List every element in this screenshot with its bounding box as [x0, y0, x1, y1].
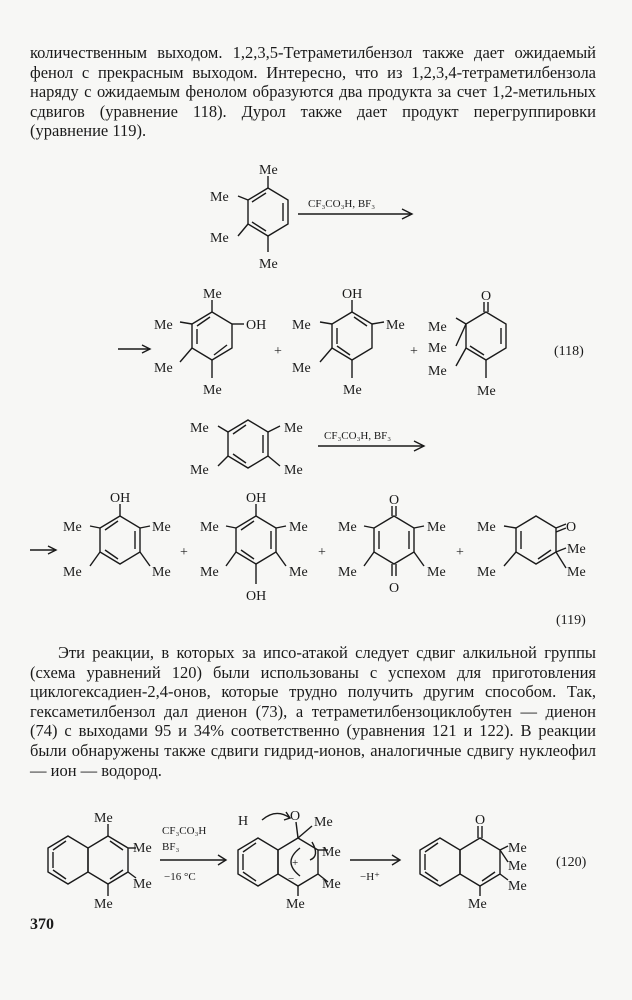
methyl-label: Me [133, 841, 152, 856]
reaction-arrow-119 [318, 430, 424, 451]
methyl-label: Me [210, 231, 229, 246]
product-dienone-119 [477, 516, 586, 580]
methyl-label: Me [152, 565, 171, 580]
deprotonation-label: −H⁺ [360, 871, 380, 883]
reactant-1234-tetramethylbenzene [210, 163, 288, 272]
methyl-label: Me [289, 565, 308, 580]
methyl-label: Me [477, 565, 496, 580]
methyl-label: Me [259, 257, 278, 272]
reagent-label: BF₃ [162, 841, 180, 853]
methyl-label: Me [343, 383, 362, 398]
methyl-label: Me [468, 897, 487, 912]
plus-sign: + [274, 344, 282, 359]
hydroxyl-label: OH [246, 491, 267, 506]
methyl-label: Me [314, 815, 333, 830]
equation-number: (118) [554, 344, 584, 359]
oxygen-label: O [475, 813, 486, 828]
methyl-label: Me [289, 520, 308, 535]
methyl-label: Me [428, 320, 447, 335]
equation-number: (119) [556, 613, 586, 628]
methyl-label: Me [428, 341, 447, 356]
hydroxyl-label: OH [342, 287, 363, 302]
reaction-arrow-120b [350, 855, 400, 883]
methyl-label: Me [154, 318, 173, 333]
methyl-label: Me [190, 463, 209, 478]
paragraph-intro: количественным выходом. 1,2,3,5-Тетраметилбензол также дает ожидаемый фенол с прекрасным выходом. Интересно, что из 1,2,3,4-тетраметилбензола наряду с ожидаемым фенолом образуются два продукта за счет 1,2-метильных сдвигов (уравнение 118). Дурол также дает продукт перегруппировки (уравнение 119). [30, 43, 596, 141]
reagent-label: CF₃CO₃H, BF₃ [308, 198, 376, 210]
plus-sign: + [180, 545, 188, 560]
product-hydroquinone [200, 491, 308, 604]
oxygen-label: O [389, 493, 400, 508]
methyl-label: Me [508, 879, 527, 894]
methyl-label: Me [427, 565, 446, 580]
plus-sign: + [410, 344, 418, 359]
methyl-label: Me [567, 565, 586, 580]
methyl-label: Me [190, 421, 209, 436]
methyl-label: Me [284, 421, 303, 436]
methyl-label: Me [292, 318, 311, 333]
product-duroquinone [338, 493, 446, 596]
methyl-label: Me [203, 383, 222, 398]
methyl-label: Me [133, 877, 152, 892]
intermediate-cation [238, 809, 341, 912]
methyl-label: Me [427, 520, 446, 535]
methyl-label: Me [63, 565, 82, 580]
reaction-arrow-120a [160, 825, 226, 883]
oxygen-label: O [481, 289, 492, 304]
oxygen-label: O [566, 520, 577, 535]
paragraph-ipso-attack: Эти реакции, в которых за ипсо-атакой следует сдвиг алкильной группы (схема уравнений 120) были использованы с успехом для приготовления циклогексадиен-2,4-онов, которые трудно получить другим способом. Так, гексаметилбензол дал диенон (73), а тетраметилбензоциклобутен — диенон (74) с выходами 95 и 34% соответственно (уравнения 121 и 122). В реакции были обнаружены также сдвиги гидрид-ионов, аналогичные сдвигу нуклеофил — ион — водород. [30, 643, 596, 780]
temperature-label: −16 °C [164, 871, 196, 883]
continuation-arrow-119 [30, 546, 56, 554]
methyl-label: Me [259, 163, 278, 178]
methyl-label: Me [386, 318, 405, 333]
methyl-label: Me [322, 845, 341, 860]
product-dienone-118 [428, 289, 506, 399]
hydroxyl-label: OH [246, 318, 267, 333]
methyl-label: Me [94, 811, 113, 826]
methyl-label: Me [94, 897, 113, 912]
reagent-label: CF₃CO₃H [162, 825, 207, 837]
oxygen-label: O [389, 581, 400, 596]
methyl-label: Me [210, 190, 229, 205]
hydroxyl-label: OH [110, 491, 131, 506]
methyl-label: Me [152, 520, 171, 535]
product-naphthalenone [420, 813, 527, 912]
methyl-label: Me [200, 520, 219, 535]
equation-number: (120) [556, 855, 587, 870]
reagent-label: CF₃CO₃H, BF₃ [324, 430, 392, 442]
product-tetramethylphenol [63, 491, 171, 580]
methyl-label: Me [286, 897, 305, 912]
oxygen-label: O [290, 809, 301, 824]
methyl-label: Me [203, 287, 222, 302]
methyl-label: Me [63, 520, 82, 535]
continuation-arrow-118 [118, 345, 150, 353]
methyl-label: Me [508, 841, 527, 856]
reactant-tetramethylnaphthalene [48, 811, 152, 912]
methyl-label: Me [322, 877, 341, 892]
methyl-label: Me [284, 463, 303, 478]
methyl-label: Me [567, 542, 586, 557]
methyl-label: Me [200, 565, 219, 580]
methyl-label: Me [338, 520, 357, 535]
methyl-label: Me [154, 361, 173, 376]
plus-sign: + [318, 545, 326, 560]
methyl-label: Me [508, 859, 527, 874]
reaction-arrow-118 [298, 198, 412, 219]
negative-charge: − [288, 873, 295, 885]
page-number: 370 [30, 916, 54, 933]
hydrogen-label: H [238, 814, 249, 829]
reactant-durene [190, 420, 303, 478]
methyl-label: Me [477, 384, 496, 399]
positive-charge: + [292, 857, 299, 869]
plus-sign: + [456, 545, 464, 560]
methyl-label: Me [338, 565, 357, 580]
hydroxyl-label: OH [246, 589, 267, 604]
methyl-label: Me [292, 361, 311, 376]
product-phenol-1 [154, 287, 266, 398]
methyl-label: Me [428, 364, 447, 379]
product-phenol-2 [292, 287, 405, 398]
methyl-label: Me [477, 520, 496, 535]
